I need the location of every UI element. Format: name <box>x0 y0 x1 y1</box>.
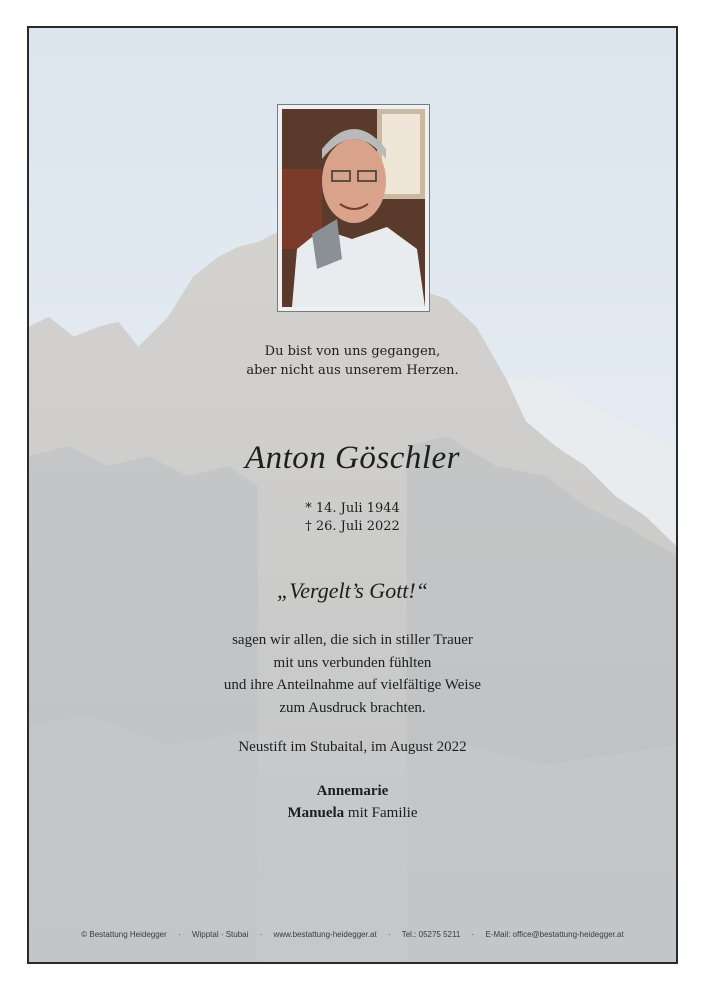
footer-phone: Tel.: 05275 5211 <box>401 930 461 939</box>
signature-suffix: mit Familie <box>344 805 418 821</box>
signatures <box>29 780 676 824</box>
death-date: † 26. Juli 2022 <box>305 519 400 534</box>
verse-line: aber nicht aus unserem Herzen. <box>246 363 459 378</box>
memorial-verse <box>29 342 676 380</box>
portrait-image <box>282 109 425 307</box>
footer-separator: · <box>471 930 475 939</box>
footer <box>29 929 676 941</box>
thanks-heading: „Vergelt’s Gott!“ <box>277 578 428 603</box>
footer-separator: · <box>387 930 391 939</box>
signature-name-2: Manuela <box>287 805 345 821</box>
thanks-message <box>29 629 676 719</box>
birth-date: * 14. Juli 1944 <box>305 501 400 516</box>
page-frame <box>27 26 678 964</box>
deceased-name: Anton Göschler <box>244 440 461 476</box>
message-line: mit uns verbunden fühlten <box>273 654 432 671</box>
life-dates <box>29 500 676 536</box>
footer-email[interactable]: E-Mail: office@bestattung-heidegger.at <box>485 930 624 939</box>
message-line: zum Ausdruck brachten. <box>279 699 426 716</box>
signature-name-1: Annemarie <box>316 783 389 799</box>
place-date: Neustift im Stubaital, im August 2022 <box>238 739 467 755</box>
message-line: und ihre Anteilnahme auf vielfältige Weise <box>223 677 482 693</box>
footer-region: Wipptal · Stubai <box>191 930 249 939</box>
footer-separator: · <box>178 930 181 939</box>
message-line: sagen wir allen, die sich in stiller Trauer <box>232 632 473 648</box>
verse-line: Du bist von uns gegangen, <box>264 344 441 359</box>
portrait-photo <box>277 104 430 312</box>
footer-separator: · <box>259 930 263 939</box>
footer-copyright: © Bestattung Heidegger <box>81 930 167 939</box>
footer-website[interactable]: www.bestattung-heidegger.at <box>273 930 377 939</box>
